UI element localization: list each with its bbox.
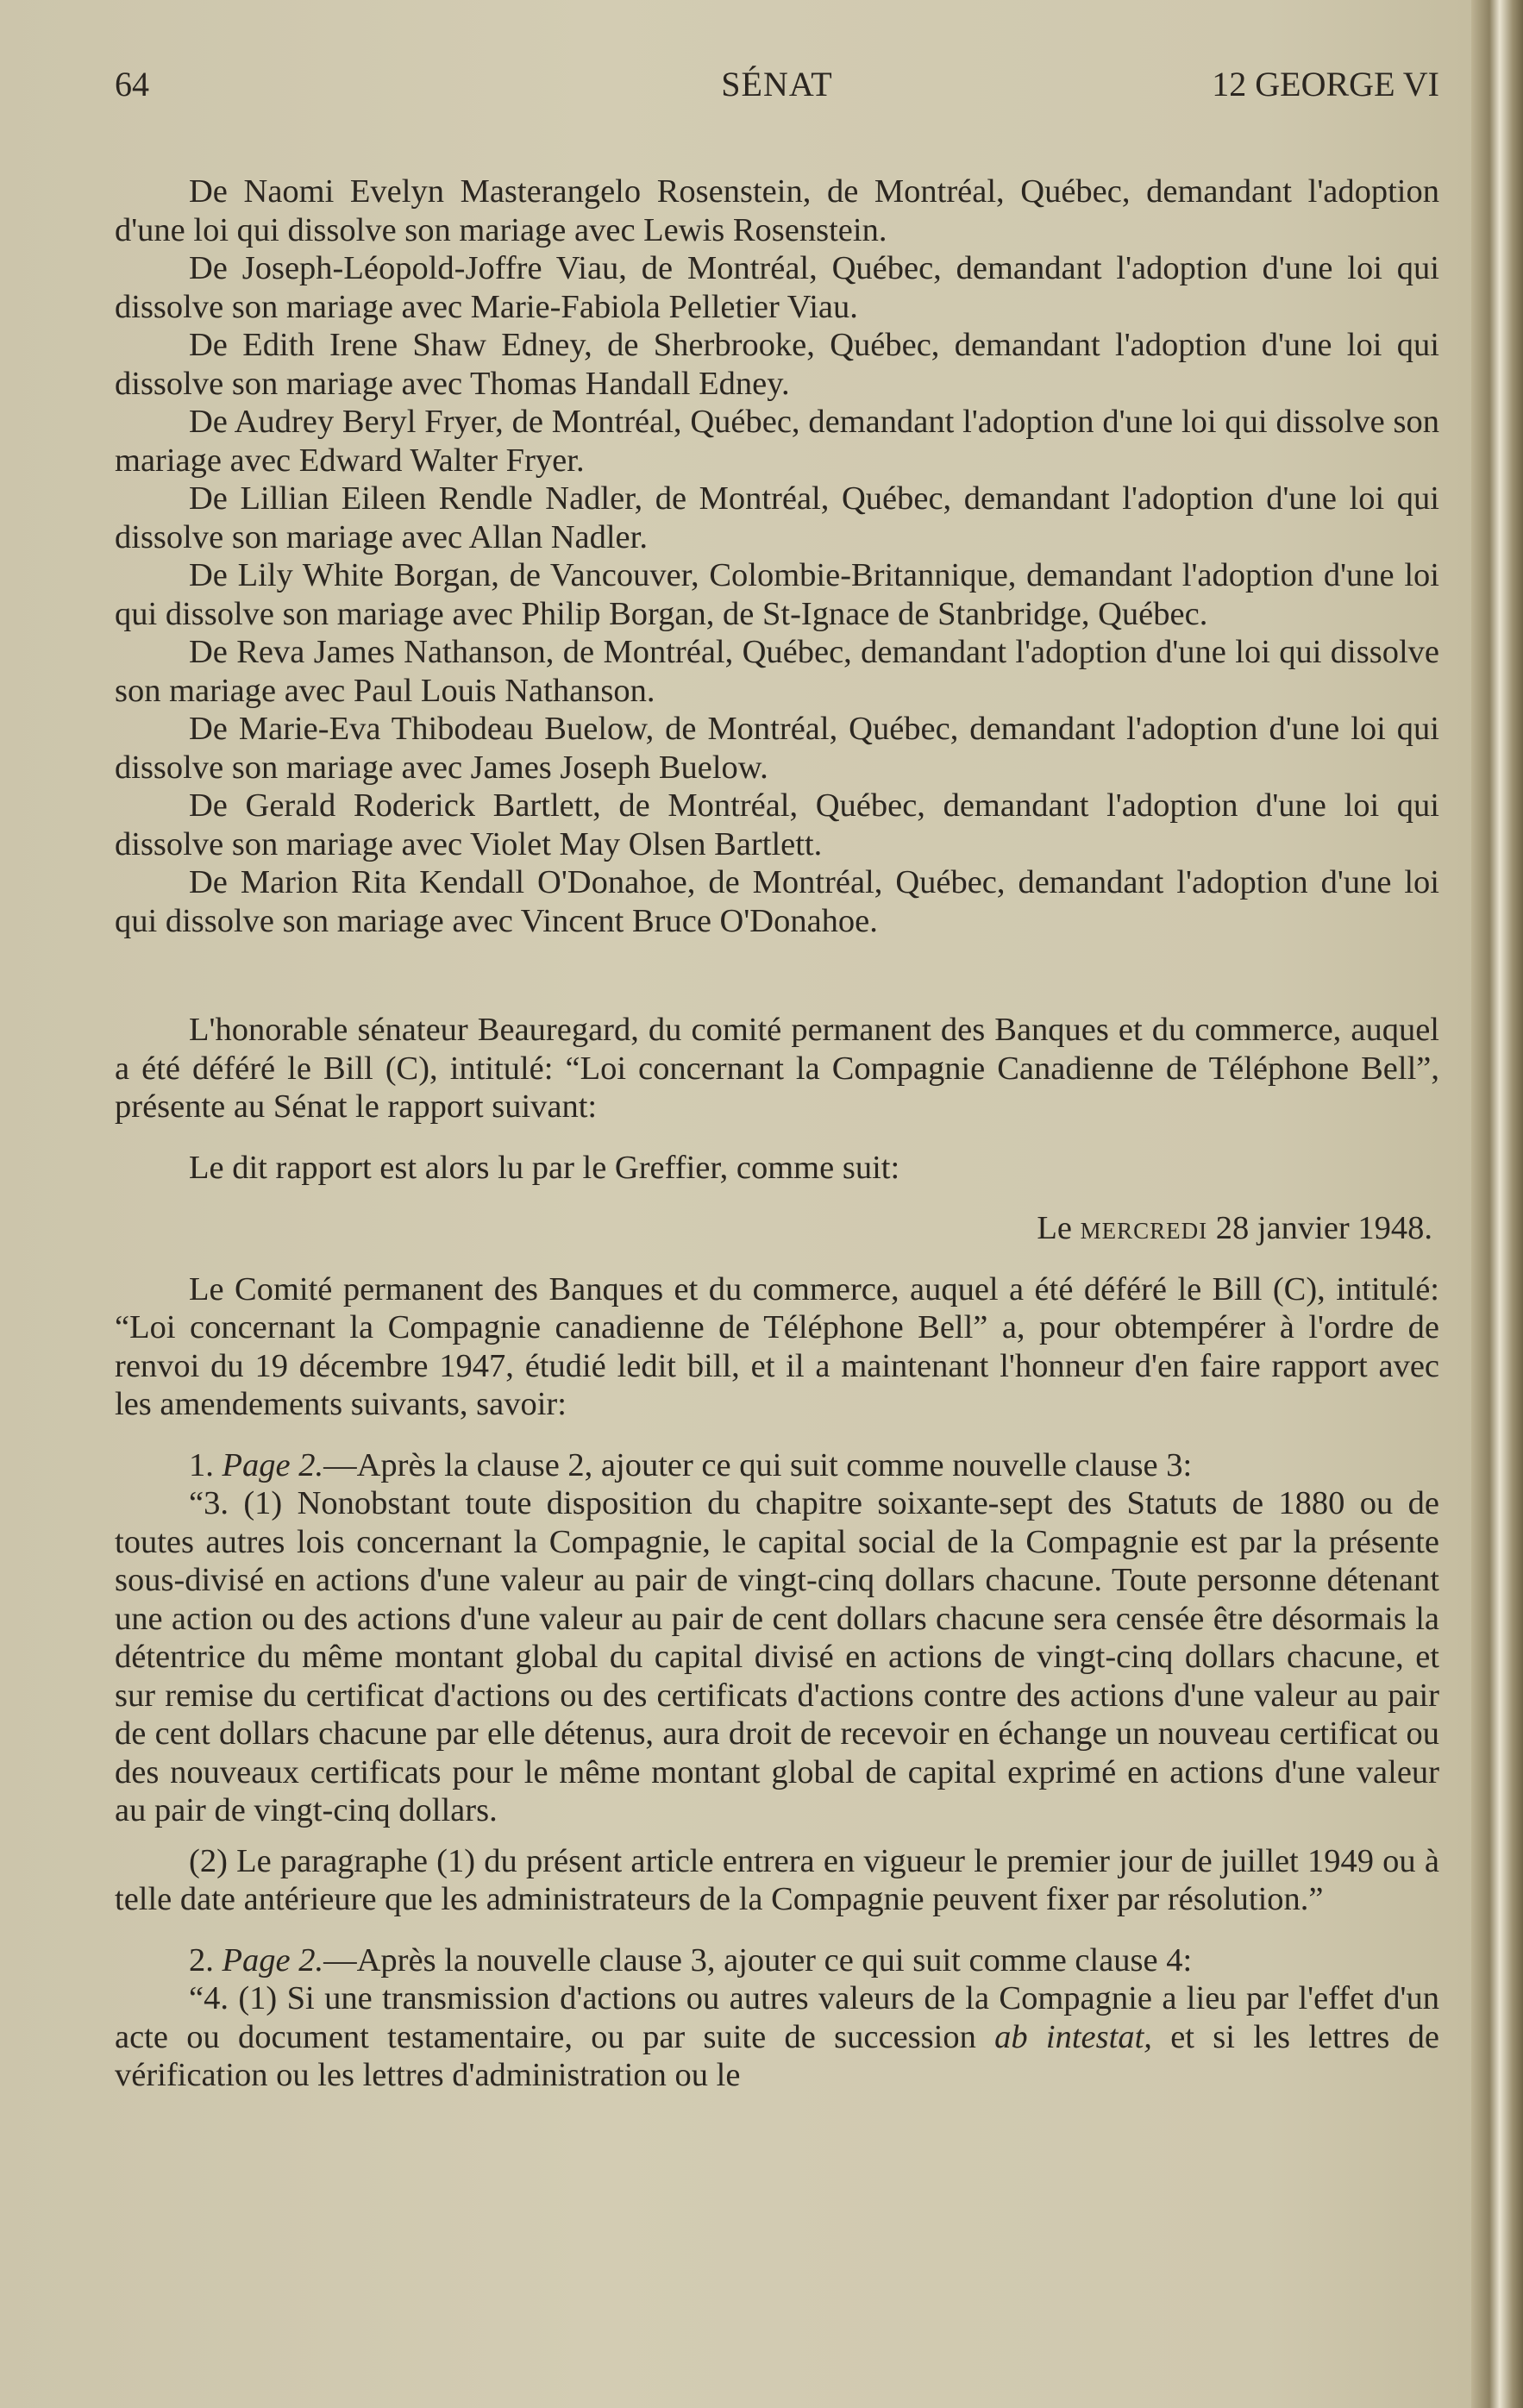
report-read-line: Le dit rapport est alors lu par le Greffier, comme suit:	[189, 1149, 900, 1186]
amendment-2-heading: 2. Page 2.—Après la nouvelle clause 3, ajouter ce qui suit comme clause 4:	[189, 1941, 1193, 1978]
clause-3-paragraph-1: “3. (1) Nonobstant toute disposition du chapitre soixante-sept des Statuts de 1880 ou de toutes autres lois concernant la Compagnie, le capital social de la Compagnie est par la présente sous-divisé en actions d'une valeur au pair de vingt-cinq dollars chacune. Toute personne détenant une action ou des actions d'une valeur au pair de cent dollars chacune sera censée être désormais la détentrice du même montant global du capital divisé en actions de vingt-cinq dollars chacune, et sur remise du certificat d'actions ou des certificats d'actions contre des actions d'une valeur au pair de cent dollars chacune par elle détenus, aura droit de recevoir en échange un nouveau certificat ou des nouveaux certificats pour le même montant global de capital exprimé en actions d'une valeur au pair de vingt-cinq dollars.	[115, 1485, 1439, 1828]
page-number: 64	[115, 65, 149, 103]
book-spine	[1471, 0, 1523, 2408]
amendment-1-heading: 1. Page 2.—Après la clause 2, ajouter ce qui suit comme nouvelle clause 3:	[189, 1446, 1193, 1483]
report-date: Le mercredi 28 janvier 1948.	[1037, 1210, 1432, 1246]
committee-report-text: Le Comité permanent des Banques et du commerce, auquel a été déféré le Bill (C), intitulé: “Loi concernant la Compagnie canadienne de Téléphone Bell” a, pour obtempérer à l'ordre de renvoi du 19 décembre 1947, étudié ledit bill, et il a maintenant l'honneur d'en faire rapport avec les amendements suivants, savoir:	[115, 1270, 1439, 1422]
page-body	[115, 172, 1439, 2095]
petition-item: De Marion Rita Kendall O'Donahoe, de Montréal, Québec, demandant l'adoption d'une loi qui dissolve son mariage avec Vincent Bruce O'Donahoe.	[115, 864, 1439, 939]
clause-4-paragraph-1: “4. (1) Si une transmission d'actions ou autres valeurs de la Compagnie a lieu par l'effet d'un acte ou document testamentaire, ou par suite de succession ab intestat, et si les lettres de vérification ou les lettres d'administration ou le	[115, 1980, 1440, 2093]
petition-item: De Joseph-Léopold-Joffre Viau, de Montréal, Québec, demandant l'adoption d'une loi qui dissolve son mariage avec Marie-Fabiola Pelletier Viau.	[115, 250, 1439, 325]
report-intro: L'honorable sénateur Beauregard, du comité permanent des Banques et du commerce, auquel a été déféré le Bill (C), intitulé: “Loi concernant la Compagnie Canadienne de Téléphone Bell”, présente au Sénat le rapport suivant:	[115, 1012, 1439, 1125]
clause-3-paragraph-2: (2) Le paragraphe (1) du présent article entrera en vigueur le premier jour de juillet 1949 ou à telle date antérieure que les administrateurs de la Compagnie peuvent fixer par résolution.”	[115, 1842, 1439, 1917]
petition-item: De Marie-Eva Thibodeau Buelow, de Montréal, Québec, demandant l'adoption d'une loi qui dissolve son mariage avec James Joseph Buelow.	[115, 711, 1439, 786]
report-date-day: mercredi	[1080, 1210, 1208, 1246]
petition-item: De Lillian Eileen Rendle Nadler, de Montréal, Québec, demandant l'adoption d'une loi qui dissolve son mariage avec Allan Nadler.	[115, 480, 1439, 555]
petition-item: De Gerald Roderick Bartlett, de Montréal, Québec, demandant l'adoption d'une loi qui dissolve son mariage avec Violet May Olsen Bartlett.	[115, 787, 1439, 862]
petition-item: De Edith Irene Shaw Edney, de Sherbrooke, Québec, demandant l'adoption d'une loi qui dissolve son mariage avec Thomas Handall Edney.	[115, 327, 1439, 402]
session-label: 12 GEORGE VI	[1212, 65, 1439, 103]
running-header	[115, 64, 1439, 112]
petition-item: De Naomi Evelyn Masterangelo Rosenstein, de Montréal, Québec, demandant l'adoption d'une loi qui dissolve son mariage avec Lewis Rosenstein.	[115, 173, 1439, 248]
petition-item: De Audrey Beryl Fryer, de Montréal, Québec, demandant l'adoption d'une loi qui dissolve son mariage avec Edward Walter Fryer.	[115, 404, 1439, 479]
page-title: SÉNAT	[721, 65, 833, 103]
petition-item: De Reva James Nathanson, de Montréal, Québec, demandant l'adoption d'une loi qui dissolve son mariage avec Paul Louis Nathanson.	[115, 634, 1439, 709]
petition-item: De Lily White Borgan, de Vancouver, Colombie-Britannique, demandant l'adoption d'une loi qui dissolve son mariage avec Philip Borgan, de St-Ignace de Stanbridge, Québec.	[115, 557, 1439, 632]
petition-list	[115, 172, 1439, 940]
